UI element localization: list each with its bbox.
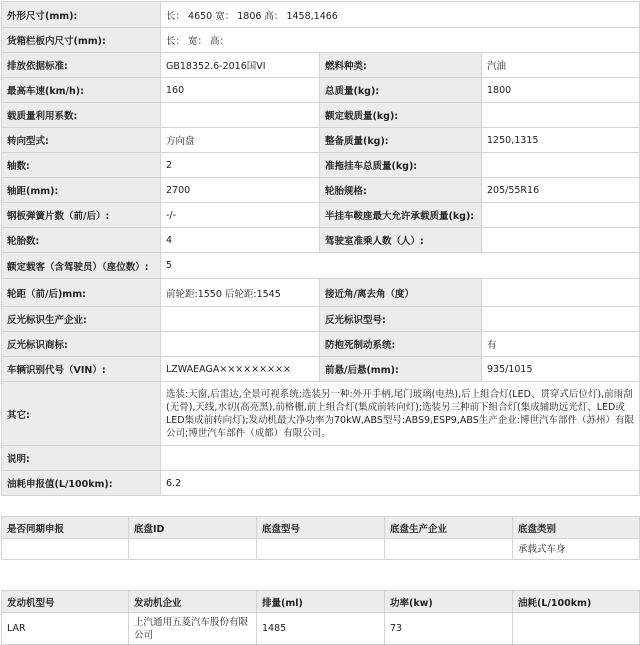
- spec-value: 长： 宽： 高：: [161, 28, 640, 53]
- spec-label: 防抱死制动系统:: [320, 332, 482, 357]
- spec-value: 有: [482, 332, 640, 357]
- table-cell: LAR: [2, 613, 129, 645]
- spec-label: 前悬/后悬(mm):: [320, 357, 482, 382]
- spec-value: [161, 332, 320, 357]
- table-cell: 上汽通用五菱汽车股份有限公司: [129, 613, 257, 645]
- spec-value: 935/1015: [482, 357, 640, 382]
- spec-value: GB18352.6-2016国VI: [161, 53, 320, 78]
- table-cell: [513, 613, 640, 645]
- spec-row: [2, 2, 640, 28]
- spec-value: 选装:天窗,后雷达,全景可视系统;选装另一种:外开手柄,尾门玻璃(电热),后上组合灯(LED、贯穿式后位灯),前雨刮(无骨),天线,水切(高亮黑),前格栅,前上组合灯(集成前转向灯);选装另三种前下组合灯(集成辅助远光灯、LED或LED集成前转向灯);发动机最大净功率为70kW,ABS型号:ABS9,ESP9,ABS生产企业:博世汽车部件（苏州）有限公司;博世汽车部件（成都）有限公司。: [161, 382, 640, 446]
- spec-row: [2, 153, 640, 178]
- spec-label: 额定载客（含驾驶员）（座位数）:: [2, 253, 161, 279]
- spec-value: [482, 307, 640, 332]
- spec-value: [482, 103, 640, 128]
- table-cell: 73: [385, 613, 513, 645]
- spec-row: [2, 28, 640, 53]
- spec-label: 排放依据标准:: [2, 53, 161, 78]
- column-header: 发动机企业: [129, 591, 257, 613]
- spec-label: 说明:: [2, 446, 161, 471]
- column-header: 排量(ml): [257, 591, 385, 613]
- spec-value: LZWAEAGA×××××××××: [161, 357, 320, 382]
- column-header: 底盘型号: [257, 517, 385, 539]
- spec-row: [2, 307, 640, 332]
- table-cell: [129, 539, 257, 560]
- spec-label: 钢板弹簧片数（前/后）:: [2, 203, 161, 228]
- table-row: [2, 539, 640, 560]
- spec-value: [482, 153, 640, 178]
- spec-label: 轴数:: [2, 153, 161, 178]
- table-cell: 1485: [257, 613, 385, 645]
- spec-label: 额定载质量(kg):: [320, 103, 482, 128]
- spec-label: 外形尺寸(mm):: [2, 2, 161, 28]
- spec-label: 车辆识别代号（VIN）:: [2, 357, 161, 382]
- spec-label: 反光标识生产企业:: [2, 307, 161, 332]
- spec-value: 长： 4650 宽： 1806 高： 1458,1466: [161, 2, 640, 28]
- spec-label: 载质量利用系数:: [2, 103, 161, 128]
- vehicle-spec-table: [1, 1, 640, 496]
- spec-value: 前轮距:1550 后轮距:1545: [161, 279, 320, 307]
- spec-row: [2, 332, 640, 357]
- spec-label: 货箱栏板内尺寸(mm):: [2, 28, 161, 53]
- spec-label: 其它:: [2, 382, 161, 446]
- table-cell: [257, 539, 385, 560]
- column-header: 底盘类别: [513, 517, 640, 539]
- chassis-table: [1, 516, 640, 560]
- spec-value: 6.2: [161, 471, 640, 496]
- spec-row: [2, 279, 640, 307]
- column-header: 底盘ID: [129, 517, 257, 539]
- column-header: 发动机型号: [2, 591, 129, 613]
- spec-value: 汽油: [482, 53, 640, 78]
- spec-row: [2, 471, 640, 496]
- spec-value: [482, 279, 640, 307]
- spec-label: 油耗申报值(L/100km):: [2, 471, 161, 496]
- spec-value: 160: [161, 78, 320, 103]
- chassis-header-row: [2, 517, 640, 539]
- spec-label: 反光标识型号:: [320, 307, 482, 332]
- spec-value: 1800: [482, 78, 640, 103]
- spec-row: [2, 53, 640, 78]
- column-header: 功率(kw): [385, 591, 513, 613]
- spec-value: 2700: [161, 178, 320, 203]
- spec-value: -/-: [161, 203, 320, 228]
- spec-label: 准拖挂车总质量(kg):: [320, 153, 482, 178]
- spec-row: [2, 78, 640, 103]
- spec-label: 轮距（前/后)mm:: [2, 279, 161, 307]
- spec-label: 轮胎数:: [2, 228, 161, 253]
- table-cell: [385, 539, 513, 560]
- spec-label: 反光标识商标:: [2, 332, 161, 357]
- spec-value: [482, 203, 640, 228]
- table-cell: [2, 539, 129, 560]
- spec-value: 2: [161, 153, 320, 178]
- spec-row: [2, 128, 640, 153]
- spec-label: 轴距(mm):: [2, 178, 161, 203]
- spec-value: 205/55R16: [482, 178, 640, 203]
- spec-label: 转向型式:: [2, 128, 161, 153]
- spec-value: [482, 228, 640, 253]
- engine-header-row: [2, 591, 640, 613]
- spec-row: [2, 253, 640, 279]
- spec-label: 轮胎规格:: [320, 178, 482, 203]
- spec-value: [161, 446, 640, 471]
- spec-row: [2, 228, 640, 253]
- spec-label: 接近角/离去角（度）: [320, 279, 482, 307]
- spec-row: [2, 382, 640, 446]
- spec-value: 方向盘: [161, 128, 320, 153]
- engine-table: [1, 590, 640, 645]
- column-header: 是否同期申报: [2, 517, 129, 539]
- spec-label: 整备质量(kg):: [320, 128, 482, 153]
- spec-label: 半挂车鞍座最大允许承载质量(kg):: [320, 203, 482, 228]
- spec-label: 驾驶室准乘人数（人）:: [320, 228, 482, 253]
- spec-row: [2, 103, 640, 128]
- spec-value: [161, 103, 320, 128]
- spec-label: 最高车速(km/h):: [2, 78, 161, 103]
- spec-value: 4: [161, 228, 320, 253]
- column-header: 底盘生产企业: [385, 517, 513, 539]
- spec-row: [2, 203, 640, 228]
- column-header: 油耗(L/100km): [513, 591, 640, 613]
- spec-label: 总质量(kg):: [320, 78, 482, 103]
- spec-row: [2, 178, 640, 203]
- spec-label: 燃料种类:: [320, 53, 482, 78]
- spec-value: 1250,1315: [482, 128, 640, 153]
- table-row: [2, 613, 640, 645]
- spec-row: [2, 446, 640, 471]
- spec-value: 5: [161, 253, 640, 279]
- spec-value: [161, 307, 320, 332]
- table-cell: 承载式车身: [513, 539, 640, 560]
- spec-row: [2, 357, 640, 382]
